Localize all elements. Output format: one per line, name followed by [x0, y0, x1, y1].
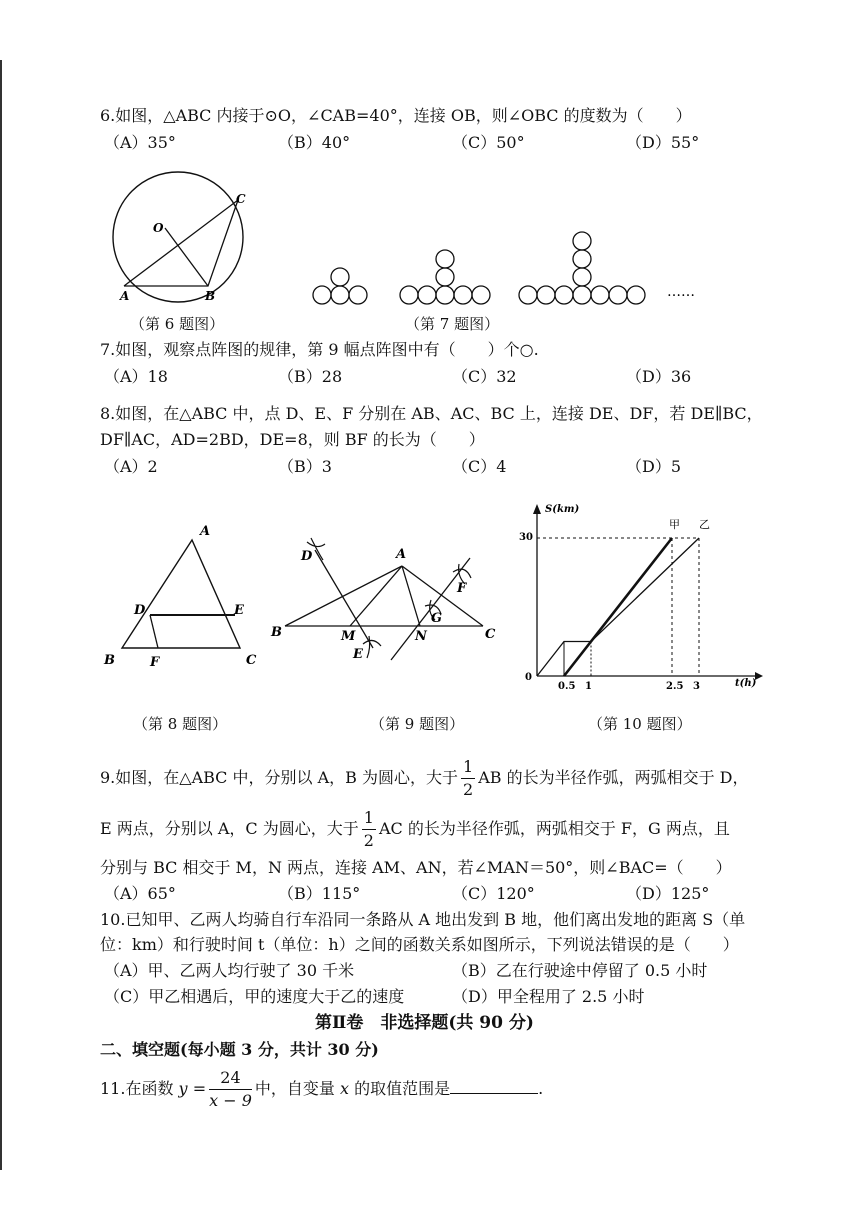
fig7-ellipsis: …… [667, 284, 695, 300]
q9-line2 [100, 806, 730, 852]
x-tick-label: 2.5 [666, 681, 684, 692]
q9-line2-b: AC 的长为半径作弧，两弧相交于 F，G 两点，且 [378, 819, 730, 838]
fig10-caption: （第 10 题图） [588, 715, 692, 733]
q7-stem: 7.如图，观察点阵图的规律，第 9 幅点阵图中有（ ）个○. [100, 340, 539, 359]
q9-line1-b: AB 的长为半径作弧，两弧相交于 D， [478, 768, 749, 787]
x-axis-label: t(h) [735, 678, 757, 689]
q10-option-a: （A）甲、乙两人均行驶了 30 千米 [104, 961, 355, 980]
q9-option-a: （A）65° [104, 884, 176, 903]
q7-option-d: （D）36 [626, 367, 692, 386]
chart-marks [537, 538, 700, 692]
part2-title: 第Ⅱ卷 非选择题(共 90 分) [315, 1013, 534, 1033]
label-c: C [236, 192, 246, 206]
x-tick-label: 3 [693, 681, 700, 692]
segment-ob [165, 228, 208, 286]
q6-option-a: （A）35° [104, 133, 176, 152]
figure-10 [515, 500, 765, 695]
q9-line1 [100, 755, 749, 801]
q9-line1-a: 9.如图，在△ABC 中，分别以 A，B 为圆心，大于 [100, 768, 458, 787]
fig8-caption: （第 8 题图） [133, 715, 228, 733]
q10-option-d: （D）甲全程用了 2.5 小时 [452, 987, 645, 1006]
q9-option-c: （C）120° [452, 884, 535, 903]
label-e-8: E [234, 603, 244, 618]
circle-o [113, 172, 243, 302]
label-e-9: E [353, 647, 363, 662]
q11-line [100, 1064, 543, 1114]
label-a: A [120, 289, 130, 303]
label-c-9: C [485, 627, 496, 642]
label-m-9: M [341, 629, 356, 644]
q11-var-y: y [178, 1079, 188, 1098]
y-axis-label: S(km) [545, 504, 580, 515]
q7-option-a: （A）18 [104, 367, 168, 386]
q11-prefix: 11.在函数 [100, 1079, 174, 1098]
q10-option-b: （B）乙在行驶途中停留了 0.5 小时 [452, 961, 708, 980]
series-line-jia [564, 538, 672, 676]
label-b-8: B [104, 653, 115, 668]
q11-equals: = [192, 1079, 207, 1098]
series-label-yi: 乙 [699, 518, 710, 531]
segment-df [150, 615, 158, 648]
q11-denominator: x − 9 [209, 1091, 252, 1110]
q6-option-b: （B）40° [278, 133, 351, 152]
label-b-9: B [271, 625, 282, 640]
q7-option-c: （C）32 [452, 367, 517, 386]
label-a-9: A [396, 547, 407, 562]
perp-bisector-fg [391, 558, 470, 660]
pattern-2 [400, 250, 490, 304]
q8-option-c: （C）4 [452, 457, 507, 476]
q6-option-c: （C）50° [452, 133, 525, 152]
fraction-half-2 [362, 807, 376, 852]
origin-label: 0 [525, 672, 532, 683]
q11-var-x: x [339, 1079, 350, 1098]
q11-middle: 中，自变量 [254, 1079, 335, 1098]
segment-an-9 [402, 566, 420, 626]
fig9-caption: （第 9 题图） [370, 715, 465, 733]
x-tick-label: 0.5 [558, 681, 576, 692]
label-o: O [153, 221, 164, 235]
figure-7 [305, 230, 710, 312]
page-edge [0, 60, 2, 1170]
frac-num: 1 [461, 756, 475, 779]
label-f-9: F [457, 581, 467, 596]
q11-suffix: 的取值范围是 [354, 1079, 451, 1098]
q9-option-d: （D）125° [626, 884, 710, 903]
q11-numerator: 24 [209, 1067, 252, 1090]
q11-fraction [209, 1067, 252, 1112]
q10-option-c: （C）甲乙相遇后，甲的速度大于乙的速度 [104, 987, 405, 1006]
segment-am-9 [350, 566, 402, 626]
q9-line2-a: E 两点，分别以 A，C 为圆心，大于 [100, 819, 359, 838]
q11-end: . [538, 1079, 544, 1098]
q8-option-b: （B）3 [278, 457, 332, 476]
q8-option-a: （A）2 [104, 457, 158, 476]
label-n-9: N [415, 629, 427, 644]
label-c-8: C [246, 653, 257, 668]
q7-option-b: （B）28 [278, 367, 343, 386]
label-d-9: D [301, 549, 313, 564]
q9-line3: 分别与 BC 相交于 M，N 两点，连接 AM、AN，若∠MAN＝50°，则∠BAC=（ ） [100, 858, 732, 877]
part2-section-heading: 二、填空题(每小题 3 分，共计 30 分) [100, 1040, 379, 1059]
triangle-abc [124, 200, 238, 286]
label-d-8: D [134, 603, 146, 618]
triangle-abc-8 [122, 540, 240, 648]
pattern-1 [313, 268, 367, 304]
y-tick-30: 30 [519, 532, 533, 543]
x-tick-label: 1 [585, 681, 592, 692]
frac-den: 2 [463, 780, 474, 799]
q8-line1: 8.如图，在△ABC 中，点 D、E、F 分别在 AB、AC、BC 上，连接 DE、DF，若 DE∥BC， [100, 404, 763, 423]
pattern-3 [519, 232, 645, 304]
q8-option-d: （D）5 [626, 457, 682, 476]
q6-option-d: （D）55° [626, 133, 700, 152]
q10-line1: 10.已知甲、乙两人均骑自行车沿同一条路从 A 地出发到 B 地，他们离出发地的距离 S（单 [100, 910, 746, 929]
fig7-caption: （第 7 题图） [405, 315, 500, 333]
segment-ac-9 [402, 566, 483, 626]
label-g-9: G [431, 611, 443, 626]
q8-line2: DF∥AC，AD=2BD，DE=8，则 BF 的长为（ ） [100, 430, 485, 449]
q10-line2: 位：km）和行驶时间 t（单位：h）之间的函数关系如图所示，下列说法错误的是（ ） [100, 935, 739, 954]
frac-num: 1 [362, 807, 376, 830]
figure-8 [100, 520, 270, 670]
segment-ab-9 [285, 566, 402, 626]
figure-6 [90, 170, 270, 310]
label-f-8: F [150, 655, 160, 670]
q9-option-b: （B）115° [278, 884, 361, 903]
fig6-caption: （第 6 题图） [130, 315, 225, 333]
y-axis-arrow [533, 504, 541, 514]
q6-stem: 6.如图，△ABC 内接于⊙O，∠CAB=40°，连接 OB，则∠OBC 的度数为（ ） [100, 106, 692, 125]
q11-answer-blank[interactable] [450, 1079, 538, 1094]
fraction-half-1 [461, 756, 475, 801]
series-label-jia: 甲 [669, 518, 680, 531]
figure-9 [265, 520, 505, 670]
label-a-8: A [200, 524, 211, 539]
label-b: B [205, 289, 216, 303]
frac-den: 2 [363, 831, 374, 850]
